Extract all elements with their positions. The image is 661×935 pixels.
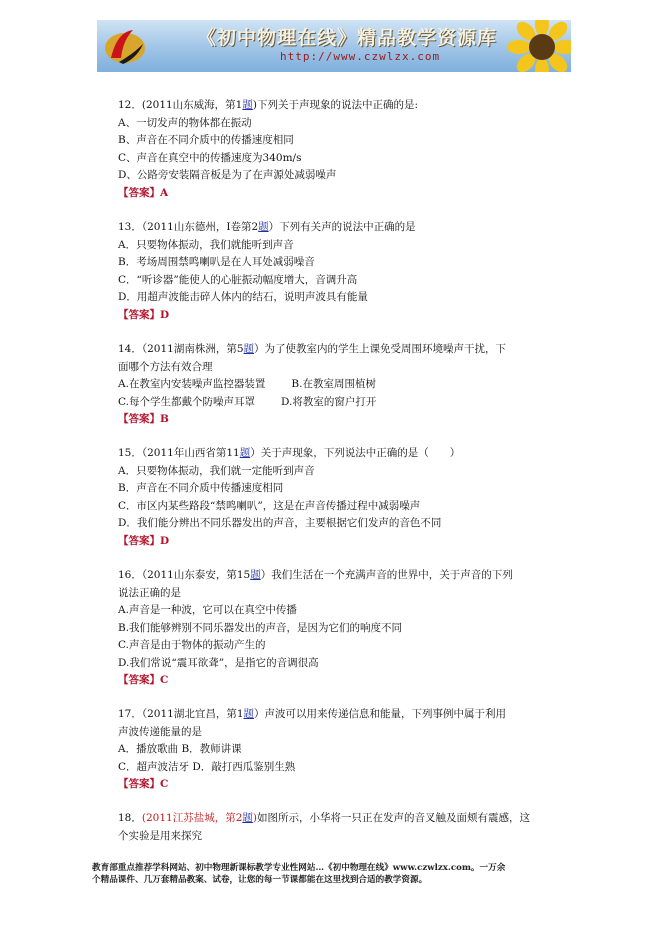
option-a: A．播放歌曲 [118,743,179,755]
page-footer [92,862,568,886]
option-d: D．敲打西瓜鉴别生熟 [192,760,296,773]
option-a: A．只要物体振动，我们就一定能听到声音 [118,464,315,477]
option-d: D、公路旁安装隔音板是为了在声源处减弱噪声 [118,169,337,181]
footer-line-1: 教育部重点推荐学科网站、初中物理新课标教学专业性网站…《初中物理在线》www.czwlzx.com。一万余 [92,863,506,873]
question-16 [118,567,568,690]
answer-line: 【答案】B [118,413,169,425]
option-row-ab [118,741,568,759]
footer-line-2: 个精品课件、几万套精品教案、试卷，让您的每一节课都能在这里找到合适的教学资源。 [92,875,428,885]
question-link[interactable]: 题 [242,812,253,824]
option-d: D.将教室的窗户打开 [281,395,377,408]
option-b: B.我们能够辨别不同乐器发出的声音，是因为它们的响度不同 [118,621,403,634]
question-stem-cont: 声波传递能量的是 [118,725,202,738]
question-link[interactable]: 题 [250,569,261,581]
question-15 [118,445,568,550]
answer-line: 【答案】D [118,534,170,547]
answer-line: 【答案】C [118,778,169,790]
question-link[interactable]: 题 [258,221,269,233]
option-a: A、一切发声的物体都在振动 [118,116,252,129]
sunflower-icon [507,20,571,72]
option-d: D．用超声波能击碎人体内的结石，说明声波具有能量 [118,291,368,303]
option-b: B．考场周围禁鸣喇叭是在人耳处减弱噪音 [118,256,315,268]
question-link[interactable]: 题 [243,708,255,720]
answer-line: 【答案】C [118,674,169,686]
option-b: B．教师讲课 [181,743,242,755]
question-stem: 12．(2011山东威海，第1题)下列关于声现象的说法中正确的是: [118,99,418,111]
site-logo-icon [103,24,147,68]
question-stem: 18．(2011江苏盐城，第2题)如图所示，小华将一只正在发声的音叉触及面颊有震感，这 [118,812,530,824]
answer-line: 【答案】A [118,186,169,199]
question-stem: 16．（2011山东泰安，第15题）我们生活在一个充满声音的世界中，关于声音的下列 [118,569,513,581]
question-13 [118,219,568,324]
option-c: C.每个学生都戴个防噪声耳罩 [118,395,255,408]
option-b: B．声音在不同介质中传播速度相同 [118,482,284,494]
question-stem-cont: 个实验是用来探究 [118,829,202,842]
option-a: A.在教室内安装噪声监控器装置 [118,378,266,390]
question-17 [118,706,568,794]
option-c: C．超声波洁牙 [118,760,190,773]
question-14 [118,341,568,429]
question-18 [118,810,568,845]
question-stem-cont: 说法正确的是 [118,586,181,599]
option-row-cd [118,759,568,777]
option-d: D.我们常说“震耳欲聋”，是指它的音调很高 [118,656,319,669]
question-stem-cont: 面哪个方法有效合理 [118,360,213,373]
option-c: C．“听诊器”能使人的心脏振动幅度增大，音调升高 [118,273,358,286]
question-stem: 17．（2011湖北宜昌，第1题）声波可以用来传递信息和能量，下列事例中属于利用 [118,708,507,720]
option-b: B、声音在不同介质中的传播速度相同 [118,134,294,146]
answer-line: 【答案】D [118,308,170,321]
question-link[interactable]: 题 [242,99,253,111]
option-c: C、声音在真空中的传播速度为340m/s [118,151,302,164]
option-c: C.声音是由于物体的振动产生的 [118,639,266,651]
question-12 [118,97,568,202]
question-stem: 13．（2011山东德州，I卷第2题）下列有关声的说法中正确的是 [118,221,416,233]
option-c: C．市区内某些路段“禁鸣喇叭”，这是在声音传播过程中减弱噪声 [118,499,421,512]
question-link[interactable]: 题 [239,447,251,459]
option-a: A．只要物体振动，我们就能听到声音 [118,238,294,251]
option-d: D．我们能分辨出不同乐器发出的声音，主要根据它们发声的音色不同 [118,517,442,529]
site-title: 《初中物理在线》精品教学资源库 [197,27,498,49]
question-stem: 14．（2011湖南株洲，第5题）为了使教室内的学生上课免受周围环境噪声干扰，下 [118,343,507,355]
option-row-cd [118,394,568,412]
question-link[interactable]: 题 [243,343,255,355]
option-b: B.在教室周围植树 [291,378,376,390]
option-a: A.声音是一种波，它可以在真空中传播 [118,604,297,616]
header-banner [97,20,571,72]
site-url[interactable]: http://www.czwlzx.com [280,50,441,63]
question-stem: 15．（2011年山西省第11题）关于声现象，下列说法中正确的是（ ） [118,447,461,459]
option-row-ab [118,376,568,394]
